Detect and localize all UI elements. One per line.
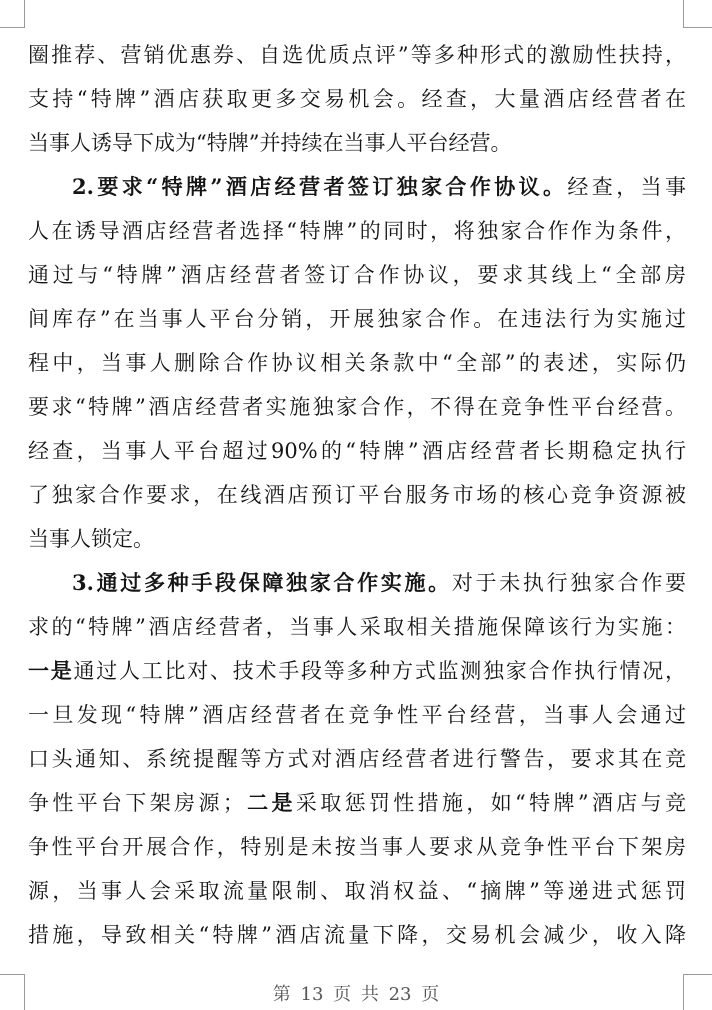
text-segment: 争性平台下架房源；	[28, 791, 244, 815]
paragraph-enforcement-measures	[28, 561, 686, 957]
text-line: 当事人锁定。	[28, 527, 154, 551]
text-segment: 采取惩罚性措施，如“特牌”酒店与竞	[295, 791, 686, 815]
text-line: 口头通知、系统提醒等方式对酒店经营者进行警告，要求其在竞	[28, 747, 686, 771]
crop-mark-top-left-horizontal	[0, 27, 25, 28]
text-line: 程中，当事人删除合作协议相关条款中“全部”的表述，实际仍	[28, 351, 686, 375]
text-line: 措施，导致相关“特牌”酒店流量下降，交易机会减少，收入降	[28, 923, 686, 947]
text-line: 争性平台开展合作，特别是未按当事人要求从竞争性平台下架房	[28, 835, 686, 859]
crop-mark-top-left-vertical	[24, 0, 25, 28]
page-number-footer: 第 13 页 共 23 页	[272, 984, 440, 1005]
text-line: 通过与“特牌”酒店经营者签订合作协议，要求其线上“全部房	[28, 263, 686, 287]
section-heading: 2.要求“特牌”酒店经营者签订独家合作协议。	[72, 174, 568, 199]
text-line: 人在诱导酒店经营者选择“特牌”的同时，将独家合作作为条件，	[28, 219, 686, 243]
text-line: 源，当事人会采取流量限制、取消权益、“摘牌”等递进式惩罚	[28, 879, 686, 903]
text-line: 一旦发现“特牌”酒店经营者在竞争性平台经营，当事人会通过	[28, 703, 686, 727]
point-label-first: 一是	[28, 658, 74, 683]
text-line: 要求“特牌”酒店经营者实施独家合作，不得在竞争性平台经营。	[28, 395, 686, 419]
text-line: 当事人诱导下成为“特牌”并持续在当事人平台经营。	[28, 131, 512, 155]
crop-mark-bottom-left-horizontal	[0, 974, 25, 975]
text-line: 了独家合作要求，在线酒店预订平台服务市场的核心竞争资源被	[28, 483, 686, 507]
text-line	[28, 165, 686, 209]
point-label-second: 二是	[243, 790, 296, 815]
text-segment: 经查，当事	[567, 175, 686, 199]
crop-mark-top-right-horizontal	[683, 27, 712, 28]
text-segment: 通过人工比对、技术手段等多种方式监测独家合作执行情况，	[73, 659, 686, 683]
crop-mark-top-right-vertical	[683, 0, 684, 28]
text-line: 圈推荐、营销优惠券、自选优质点评”等多种形式的激励性扶持，	[28, 43, 686, 67]
crop-mark-bottom-right-horizontal	[683, 974, 712, 975]
text-line	[28, 649, 686, 693]
text-line	[28, 781, 686, 825]
document-body	[28, 33, 686, 957]
paragraph-exclusive-agreement	[28, 165, 686, 561]
text-line	[28, 561, 686, 605]
text-line: 间库存”在当事人平台分销，开展独家合作。在违法行为实施过	[28, 307, 686, 331]
text-line: 支持“特牌”酒店获取更多交易机会。经查，大量酒店经营者在	[28, 87, 686, 111]
text-line: 经查，当事人平台超过90%的“特牌”酒店经营者长期稳定执行	[28, 439, 686, 463]
paragraph-continued	[28, 33, 686, 165]
text-segment: 对于未执行独家合作要	[451, 571, 686, 595]
text-line: 求的“特牌”酒店经营者，当事人采取相关措施保障该行为实施：	[28, 615, 686, 639]
section-heading: 3.通过多种手段保障独家合作实施。	[72, 570, 452, 595]
